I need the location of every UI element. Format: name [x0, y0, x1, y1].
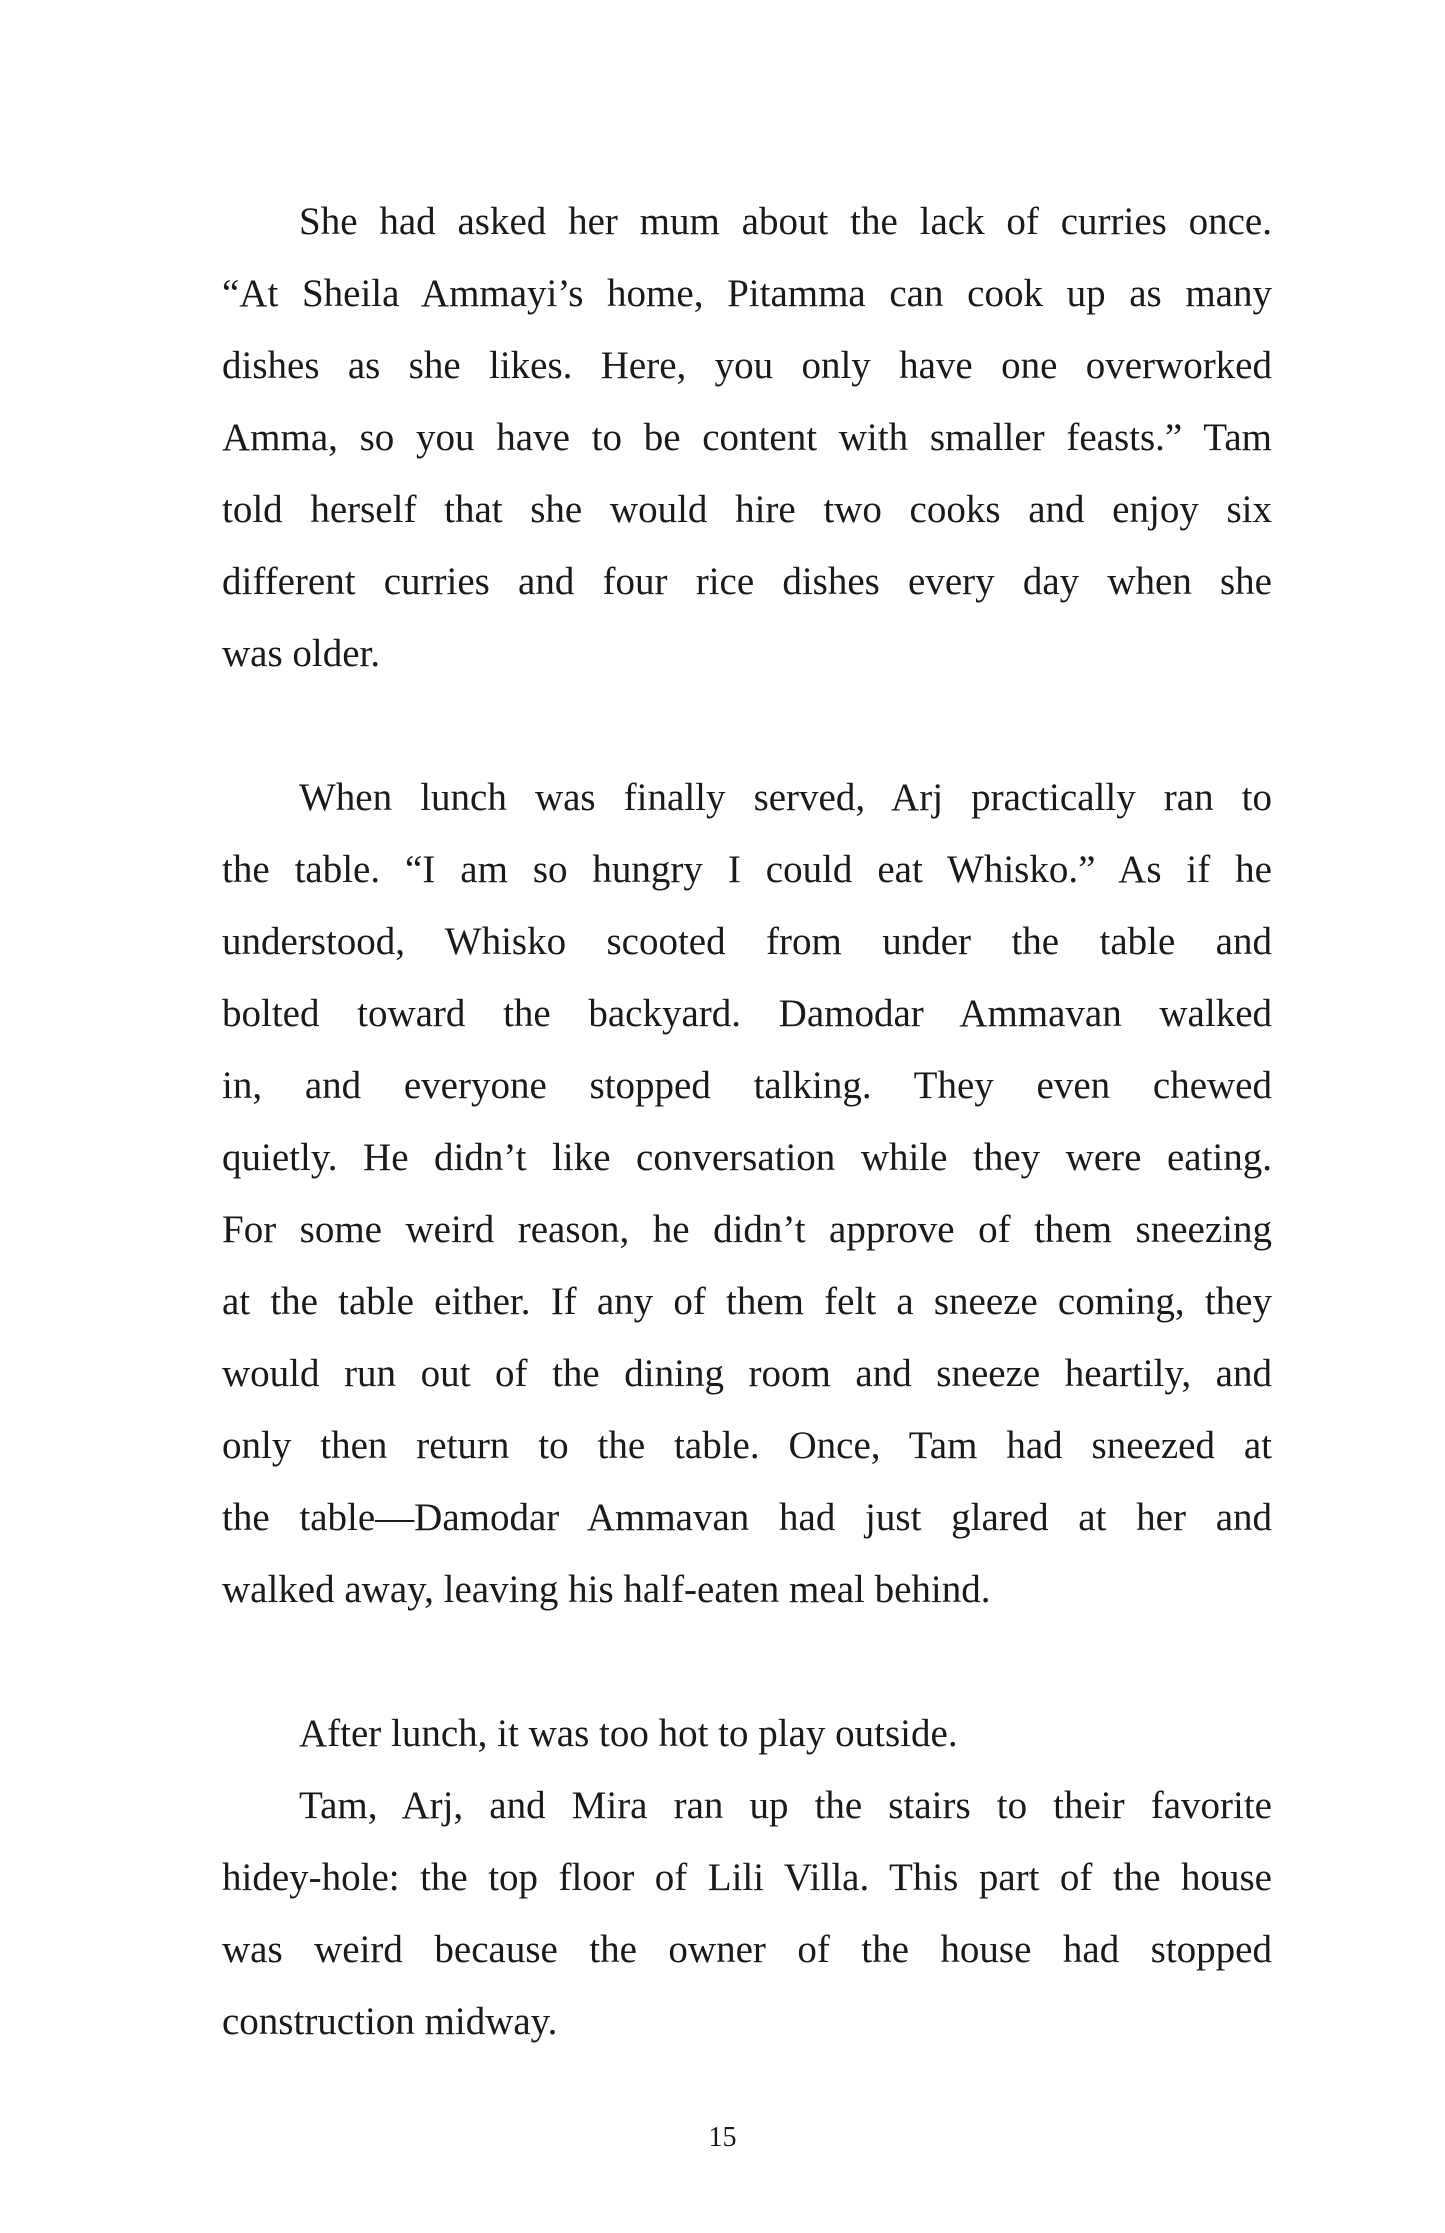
text-line: at the table either. If any of them felt a sneeze coming, they — [222, 1280, 1272, 1323]
text-line: only then return to the table. Once, Tam had sneezed at — [222, 1424, 1272, 1467]
paragraph-curries — [222, 186, 1272, 690]
text-line: walked away, leaving his half-eaten meal behind. — [222, 1568, 991, 1611]
body-text — [222, 186, 1272, 2058]
text-line: Tam, Arj, and Mira ran up the stairs to their favorite — [299, 1784, 1272, 1827]
text-line: would run out of the dining room and sneeze heartily, and — [222, 1352, 1272, 1395]
text-line: told herself that she would hire two cooks and enjoy six — [222, 488, 1272, 531]
text-line: bolted toward the backyard. Damodar Ammavan walked — [222, 992, 1272, 1035]
text-line: For some weird reason, he didn’t approve of them sneezing — [222, 1208, 1272, 1251]
text-line: was older. — [222, 632, 381, 675]
text-line: “At Sheila Ammayi’s home, Pitamma can cook up as many — [222, 272, 1272, 315]
page-number: 15 — [708, 2122, 737, 2153]
text-line: construction midway. — [222, 2000, 558, 2043]
text-line: hidey-hole: the top floor of Lili Villa. This part of the house — [222, 1856, 1272, 1899]
paragraph-after-lunch — [222, 1698, 1272, 1770]
text-line: Amma, so you have to be content with smaller feasts.” Tam — [222, 416, 1272, 459]
text-line: She had asked her mum about the lack of curries once. — [299, 200, 1272, 243]
text-line: the table—Damodar Ammavan had just glared at her and — [222, 1496, 1272, 1539]
paragraph-lunch — [222, 762, 1272, 1626]
text-line: was weird because the owner of the house had stopped — [222, 1928, 1272, 1971]
text-line: dishes as she likes. Here, you only have one overworked — [222, 344, 1272, 387]
text-line: in, and everyone stopped talking. They even chewed — [222, 1064, 1272, 1107]
text-line: different curries and four rice dishes every day when she — [222, 560, 1272, 603]
paragraph-hidey-hole — [222, 1770, 1272, 2058]
text-line: When lunch was finally served, Arj practically ran to — [299, 776, 1272, 819]
text-line: quietly. He didn’t like conversation while they were eating. — [222, 1136, 1272, 1179]
text-line: understood, Whisko scooted from under the table and — [222, 920, 1272, 963]
text-line: the table. “I am so hungry I could eat Whisko.” As if he — [222, 848, 1272, 891]
text-line: After lunch, it was too hot to play outside. — [299, 1712, 958, 1755]
